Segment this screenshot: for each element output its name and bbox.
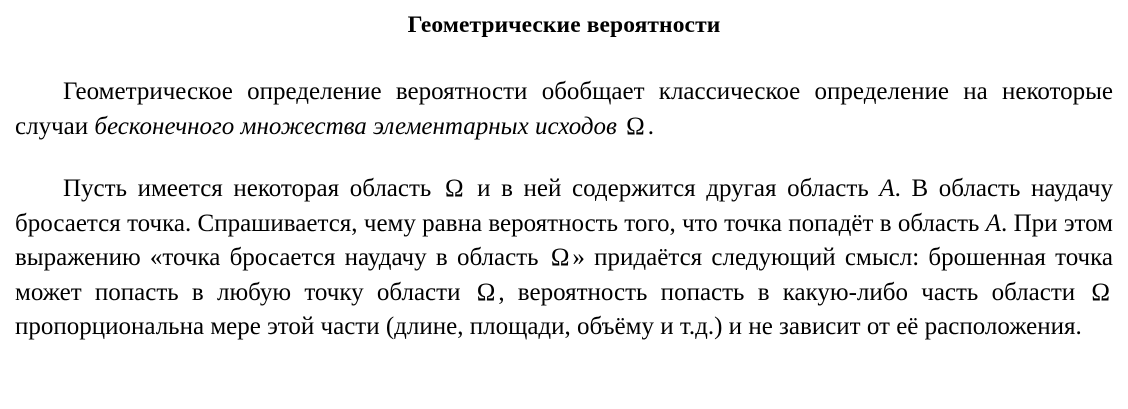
- paragraph1-italic-phrase: бесконечного множества элементарных исходов: [94, 112, 617, 140]
- omega-symbol: Ω: [1091, 278, 1110, 306]
- variable-a: A: [879, 175, 895, 202]
- paragraph2-s7: пропорциональна мере этой части (длине, площади, объёму и т.д.) и не зависит от её расположения.: [15, 313, 1082, 340]
- paragraph2-s1: Пусть имеется некоторая область: [63, 175, 442, 202]
- paragraph2-s4: . При этом выражению «точка бросается наудачу в область: [15, 209, 1114, 271]
- omega-symbol: Ω: [444, 175, 464, 202]
- omega-symbol: Ω: [626, 112, 645, 140]
- paragraph2-s3: . В область наудачу бросается точка. Спрашивается, чему равна вероятность того, что точка попадёт в область: [15, 175, 1113, 237]
- variable-a: A: [985, 209, 1002, 237]
- omega-symbol: Ω: [476, 278, 496, 306]
- paragraph-definition: [15, 75, 1113, 144]
- paragraph-explanation: [15, 172, 1113, 345]
- paragraph1-text-start: Геометрическое определение вероятности обобщает классическое определение на некоторые случаи: [15, 78, 1113, 140]
- paragraph1-text-end: .: [647, 112, 654, 140]
- paragraph2-s5: » придаётся следующий смысл: брошенная точка может попасть в любую точку области: [15, 244, 1113, 306]
- omega-symbol: Ω: [550, 244, 570, 271]
- document-title: Геометрические вероятности: [407, 12, 721, 38]
- paragraph2-s6: , вероятность попасть в какую-либо часть области: [498, 278, 1089, 306]
- paragraph2-s2: и в ней содержится другая область: [466, 175, 880, 202]
